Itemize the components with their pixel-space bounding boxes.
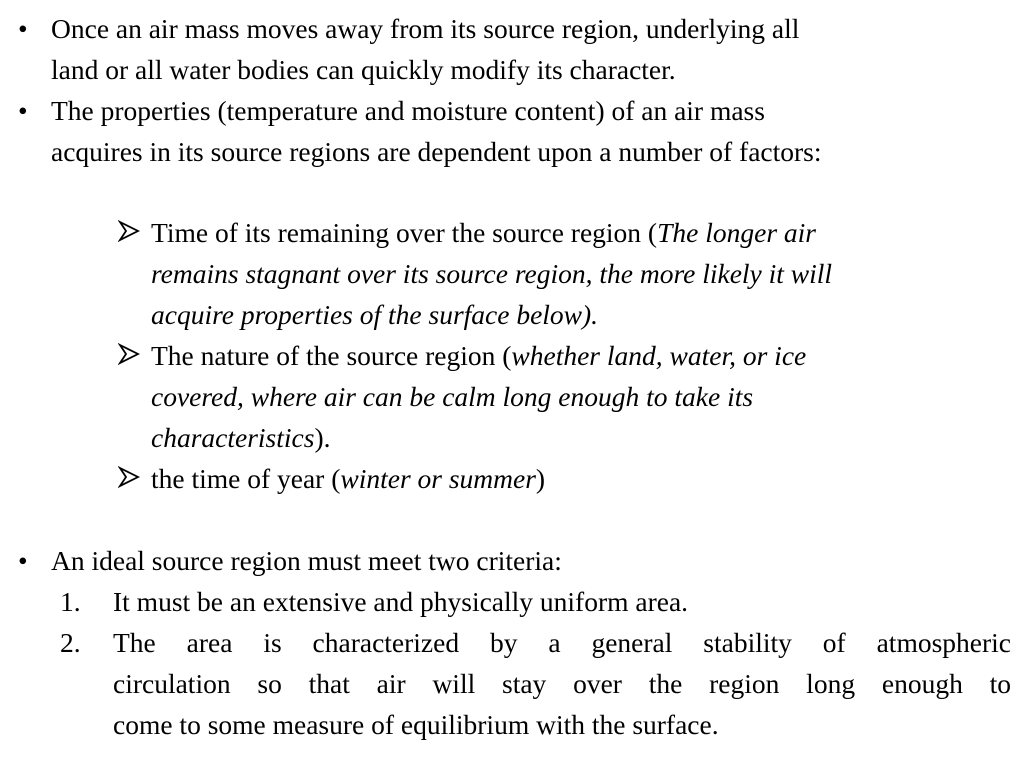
factor-2-italic-text: covered, where air can be calm long enough to take its (151, 381, 754, 412)
factor-3-italic-text: winter or summer (340, 463, 536, 494)
factor-1-text: Time of its remaining over the source region ( (151, 217, 658, 248)
criterion-number-2: 2. (60, 627, 81, 658)
bullet-2-line-2: acquires in its source regions are dependent upon a number of factors: (51, 136, 822, 167)
factor-3-text: the time of year ( (151, 463, 341, 494)
criterion-1-line-1: It must be an extensive and physically uniform area. (113, 586, 689, 617)
bullet-1-line-2: land or all water bodies can quickly modify its character. (51, 54, 676, 85)
bullet-1-line-1: Once an air mass moves away from its source region, underlying all (51, 13, 800, 44)
factor-1-line-2 (151, 253, 832, 294)
factor-1-line-1 (151, 212, 816, 253)
bullet-marker: • (18, 13, 28, 44)
factor-2-text: ). (314, 422, 331, 453)
factor-1-italic-text: remains stagnant over its source region, the more likely it will (151, 258, 833, 289)
criterion-2-line-2: circulation so that air will stay over the region long enough to (113, 668, 1011, 699)
arrowhead-bullet-icon (118, 466, 140, 488)
factor-2-italic-text: whether land, water, or ice (511, 340, 807, 371)
bullet-2-line-1: The properties (temperature and moisture content) of an air mass (51, 95, 765, 126)
bullet-marker: • (18, 95, 28, 126)
factor-1-line-3 (151, 294, 598, 335)
arrowhead-bullet-icon (118, 343, 140, 365)
factor-2-italic-text: characteristics (151, 422, 315, 453)
criteria-intro: An ideal source region must meet two criteria: (51, 545, 562, 576)
factor-3-text: ) (535, 463, 546, 494)
factor-2-line-3 (151, 417, 331, 458)
factor-1-italic-text: acquire properties of the surface below). (151, 299, 599, 330)
criterion-2-line-1: The area is characterized by a general stability of atmospheric (113, 627, 1011, 658)
factor-2-line-1 (151, 335, 806, 376)
factor-2-text: The nature of the source region ( (151, 340, 512, 371)
arrowhead-bullet-icon (118, 220, 140, 242)
factor-3-line-1 (151, 458, 545, 499)
factor-1-italic-text: The longer air (657, 217, 816, 248)
criterion-number-1: 1. (60, 586, 81, 617)
bullet-marker: • (18, 545, 28, 576)
factor-2-line-2 (151, 376, 753, 417)
criterion-2-line-3: come to some measure of equilibrium with the surface. (113, 709, 719, 740)
